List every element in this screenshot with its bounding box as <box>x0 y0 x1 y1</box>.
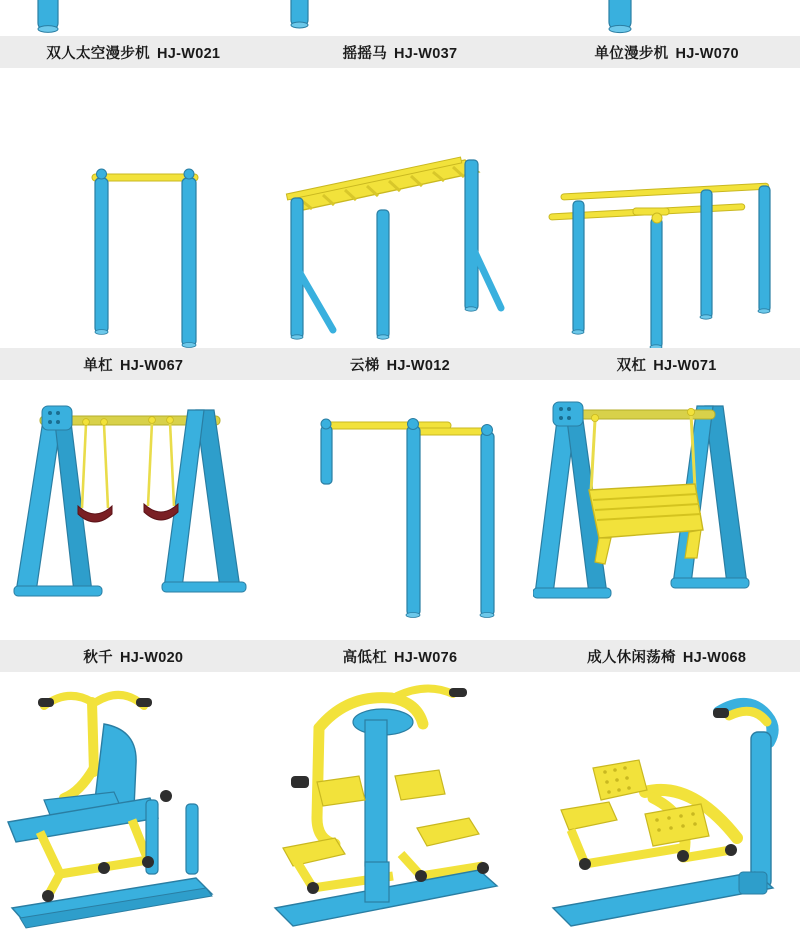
product-code-0-1: HJ-W037 <box>394 45 458 62</box>
product-art-pull-trainer <box>267 672 534 947</box>
product-cell-0-1 <box>267 0 534 36</box>
product-cell-0-0 <box>0 0 267 36</box>
product-code-0-0: HJ-W021 <box>156 45 221 62</box>
product-code-1-2: HJ-W071 <box>653 357 717 374</box>
product-label-2-2 <box>533 646 800 667</box>
product-row-0-art <box>0 0 800 36</box>
product-label-0-2 <box>533 42 800 63</box>
product-label-row-1 <box>0 348 800 380</box>
product-label-1-0 <box>0 354 267 375</box>
product-code-2-0: HJ-W020 <box>119 649 184 666</box>
product-label-2-0 <box>0 646 267 667</box>
product-cell-1-1 <box>267 68 534 348</box>
product-row-1-art <box>0 68 800 348</box>
product-art-horizontal-bar <box>0 68 267 348</box>
product-cell-1-0 <box>0 68 267 348</box>
product-art-rowing-machine <box>0 672 267 947</box>
product-code-2-2: HJ-W068 <box>682 649 747 666</box>
product-name-0-0: 双人太空漫步机 <box>46 45 150 62</box>
product-cell-2-2 <box>533 380 800 640</box>
product-name-0-2: 单位漫步机 <box>594 45 669 62</box>
product-row-3-art <box>0 672 800 947</box>
product-cell-3-1 <box>267 672 534 947</box>
product-cell-2-0 <box>0 380 267 640</box>
product-name-2-1: 高低杠 <box>342 649 388 666</box>
product-code-2-1: HJ-W076 <box>394 649 458 666</box>
product-row-2-art <box>0 380 800 640</box>
product-cell-3-0 <box>0 672 267 947</box>
product-name-1-0: 单杠 <box>83 357 113 374</box>
product-code-0-2: HJ-W070 <box>675 45 739 62</box>
product-art-walker-legs <box>0 0 267 36</box>
product-label-0-1 <box>267 42 534 63</box>
product-name-2-2: 成人休闲荡椅 <box>587 649 676 666</box>
product-label-2-1 <box>267 646 534 667</box>
product-code-1-1: HJ-W012 <box>386 357 450 374</box>
product-name-0-1: 摇摇马 <box>342 45 388 62</box>
product-name-1-2: 双杠 <box>616 357 647 374</box>
product-label-1-1 <box>267 354 534 375</box>
product-name-2-0: 秋千 <box>83 649 113 666</box>
product-label-1-2 <box>533 354 800 375</box>
product-art-waist-trainer <box>533 672 800 947</box>
product-art-swing-set <box>0 380 267 640</box>
product-art-single-walker-legs <box>533 0 800 36</box>
product-label-row-0 <box>0 36 800 68</box>
product-art-high-low-bar <box>267 380 534 640</box>
product-art-parallel-bars <box>533 68 800 348</box>
product-cell-1-2 <box>533 68 800 348</box>
product-cell-0-2 <box>533 0 800 36</box>
product-art-rocking-horse-legs <box>267 0 534 36</box>
product-art-swing-bench <box>533 380 800 640</box>
product-art-monkey-ladder <box>267 68 534 348</box>
product-label-0-0 <box>0 42 267 63</box>
product-label-row-2 <box>0 640 800 672</box>
product-name-1-1: 云梯 <box>350 357 380 374</box>
product-cell-3-2 <box>533 672 800 947</box>
product-cell-2-1 <box>267 380 534 640</box>
product-code-1-0: HJ-W067 <box>119 357 184 374</box>
